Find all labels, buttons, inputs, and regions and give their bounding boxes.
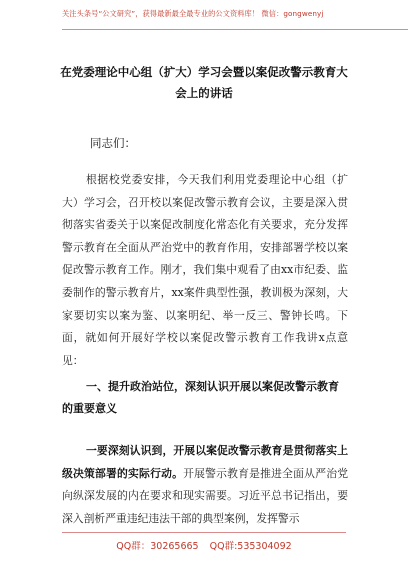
- paragraph-body: 开展警示教育是推进全面从严治党向纵深发展的内在要求和现实需要。习近平总书记指出，要深入剖析严重违纪违法干部的典型案例，发挥警示: [62, 466, 349, 525]
- footer-qq-group-2: QQ群:535304092: [209, 541, 292, 552]
- salutation: 同志们：: [90, 136, 136, 150]
- paragraph-lead-bold: 一要深刻认识到，开展以案促改警示教育是贯彻落实上级决策部署的实际行动。: [62, 444, 348, 480]
- section-heading-1: 一、提升政治站位，深刻认识开展以案促改警示教育的重要意义: [62, 380, 339, 415]
- paragraph-intro: 根据校党委安排，今天我们利用党委理论中心组（扩大）学习会，召开校以案促改警示教育会议，主要是深入贯彻落实省委关于以案促改制度化常态化有关要求，充分发挥警示教育在全面从严治党中的教育作用，安排部署学校以案促改警示教育工作。刚才，我们集中观看了由xx市纪委、监委制作的警示教育片，xx案件典型性强，教训极为深刻，大家要切实以案为鉴、以案明纪、举一反三、警钟长鸣。下面，就如何开展好学校以案促改警示教育工作我讲x点意见：: [62, 173, 348, 367]
- document-title-line-2: 会上的讲话: [175, 86, 233, 100]
- paragraph-section-1: [62, 440, 348, 530]
- footer-qq-group-1: QQ群：30265665: [116, 541, 199, 552]
- footer-divider: [62, 532, 346, 533]
- header-banner: 关注头条号“公文研究”，获得最新最全最专业的公文资料库！ 微信：gongwenyj: [62, 9, 324, 18]
- footer: [0, 538, 408, 552]
- header-divider: [62, 29, 408, 30]
- document-title-line-1: 在党委理论中心组（扩大）学习会暨以案促改警示教育大: [60, 65, 348, 79]
